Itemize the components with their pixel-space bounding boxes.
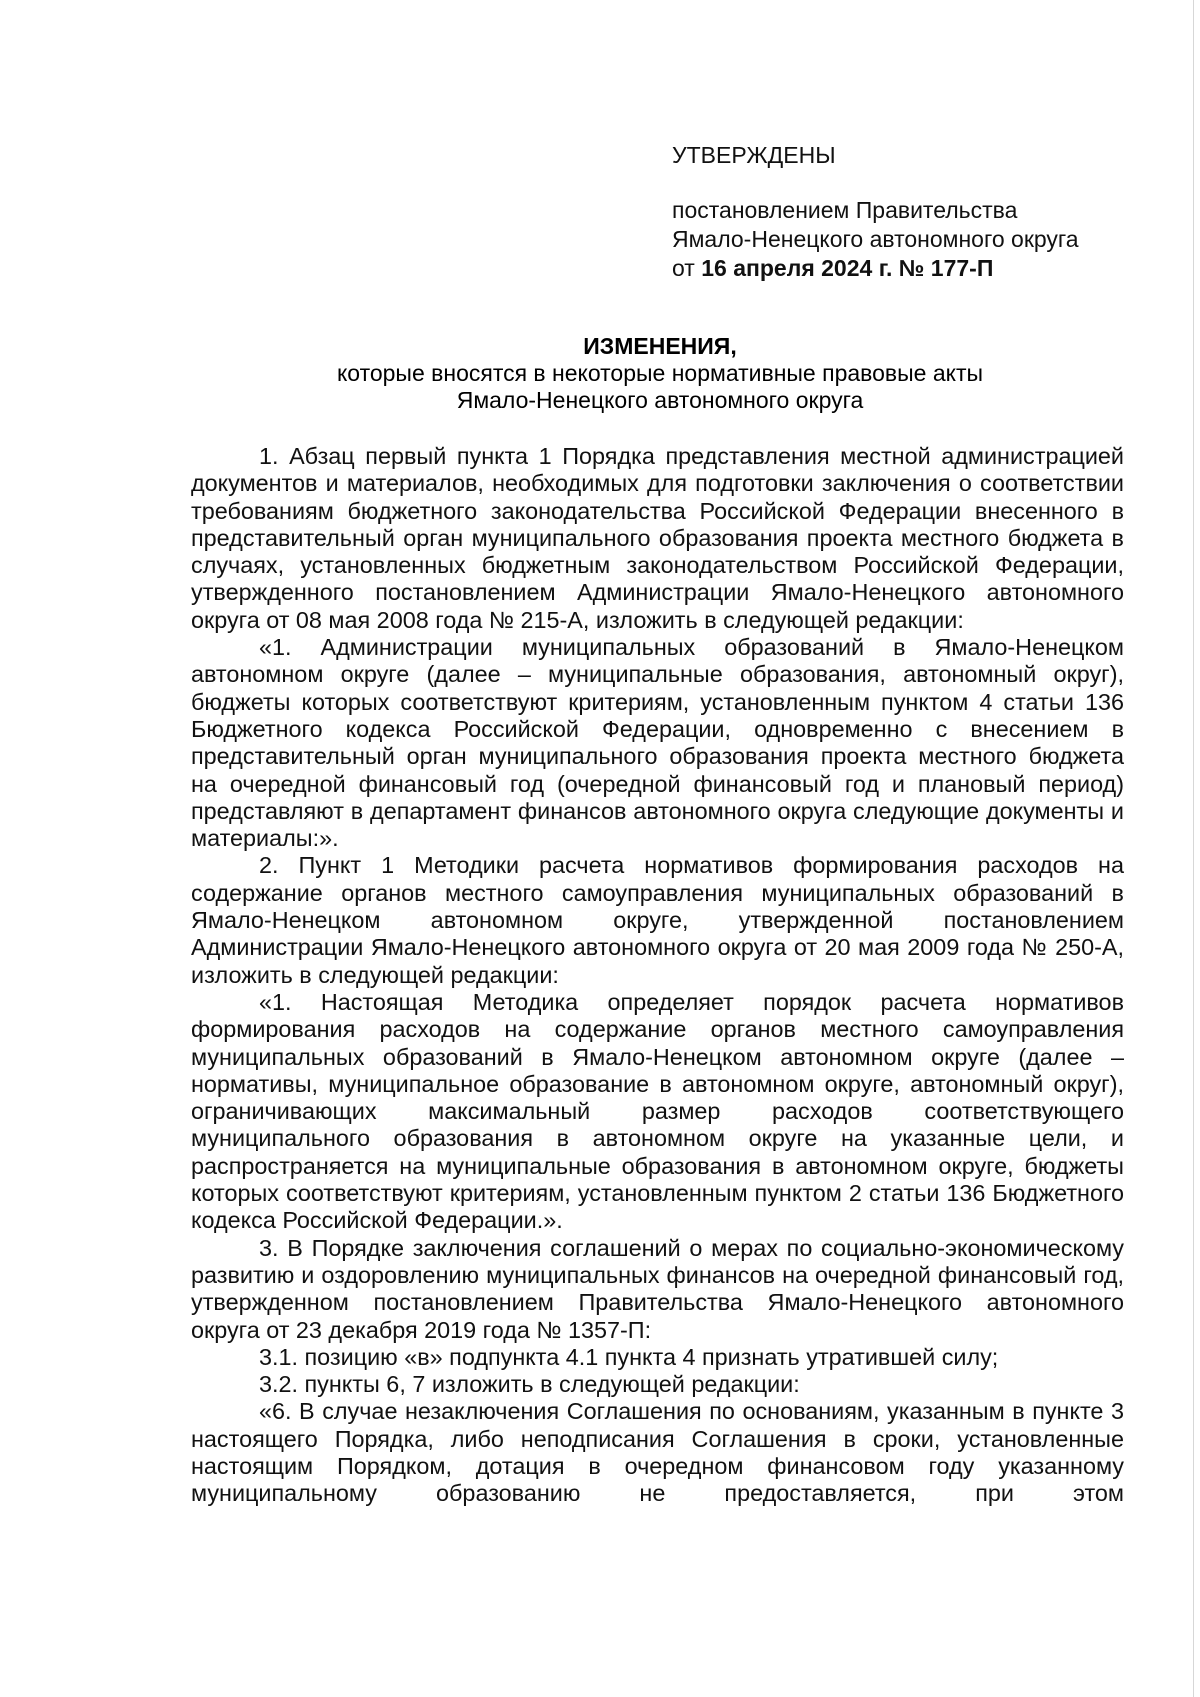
document-heading	[190, 333, 1130, 414]
approval-date-number: 16 апреля 2024 г. № 177-П	[701, 255, 994, 281]
paragraph-2-quote: «1. Настоящая Методика определяет порядок расчета нормативов формирования расходов на содержание органов местного самоуправления муниципальных образований в Ямало-Ненецком автономном округе (далее – нормативы, муниципальное образование в автономном округе, автономный округ), ограничивающих максимальный размер расходов соответствующего муниципального образования в автономном округе на указанные цели, и распространяется на муниципальные образования в автономном округе, бюджеты которых соответствуют критериям, установленным пунктом 2 статьи 136 Бюджетного кодекса Российской Федерации.».	[191, 988, 1124, 1234]
heading-subtitle-line-1: которые вносятся в некоторые нормативные правовые акты	[336, 360, 984, 386]
approval-date-line	[672, 254, 1142, 283]
approval-line-2: Ямало-Ненецкого автономного округа	[672, 226, 1079, 252]
paragraph-6-quote: «6. В случае незаключения Соглашения по основаниям, указанным в пункте 3 настоящего Порядка, либо неподписания Соглашения в сроки, установленные настоящим Порядком, дотация в очередном финансовом году указанному муниципальному образованию не предоставляется, при этом	[191, 1398, 1124, 1507]
paragraph-2: 2. Пункт 1 Методики расчета нормативов формирования расходов на содержание органов местного самоуправления муниципальных образований в Ямало-Ненецком автономном округе, утвержденной постановлением Администрации Ямало-Ненецкого автономного округа от 20 мая 2009 года № 250-А, изложить в следующей редакции:	[191, 852, 1124, 988]
approval-line-1: постановлением Правительства	[672, 197, 1018, 223]
approval-stamp	[672, 196, 1142, 283]
paragraph-3-2: 3.2. пункты 6, 7 изложить в следующей редакции:	[259, 1371, 800, 1398]
document-body	[191, 443, 1124, 1508]
heading-subtitle-line-2: Ямало-Ненецкого автономного округа	[456, 387, 864, 413]
paragraph-1-quote: «1. Администрации муниципальных образований в Ямало-Ненецком автономном округе (далее – муниципальные образования, автономный округ), бюджеты которых соответствуют критериям, установленным пунктом 4 статьи 136 Бюджетного кодекса Российской Федерации, одновременно с внесением в представительный орган муниципального образования проекта местного бюджета на очередной финансовый год (очередной финансовый год и плановый период) представляют в департамент финансов автономного округа следующие документы и материалы:».	[191, 634, 1124, 852]
approval-date-prefix: от	[672, 255, 695, 281]
page-edge	[1193, 0, 1194, 1697]
paragraph-3: 3. В Порядке заключения соглашений о мерах по социально-экономическому развитию и оздоровлению муниципальных финансов на очередной финансовый год, утвержденном постановлением Правительства Ямало-Ненецкого автономного округа от 23 декабря 2019 года № 1357-П:	[191, 1234, 1124, 1343]
approval-title: УТВЕРЖДЕНЫ	[672, 142, 836, 168]
paragraph-1: 1. Абзац первый пункта 1 Порядка представления местной администрацией документов и материалов, необходимых для подготовки заключения о соответствии требованиям бюджетного законодательства Российской Федерации внесенного в представительный орган муниципального образования проекта местного бюджета в случаях, установленных бюджетным законодательством Российской Федерации, утвержденного постановлением Администрации Ямало-Ненецкого автономного округа от 08 мая 2008 года № 215-А, изложить в следующей редакции:	[191, 443, 1124, 633]
paragraph-3-1: 3.1. позицию «в» подпункта 4.1 пункта 4 признать утратившей силу;	[259, 1343, 999, 1370]
heading-title: ИЗМЕНЕНИЯ,	[583, 333, 737, 359]
